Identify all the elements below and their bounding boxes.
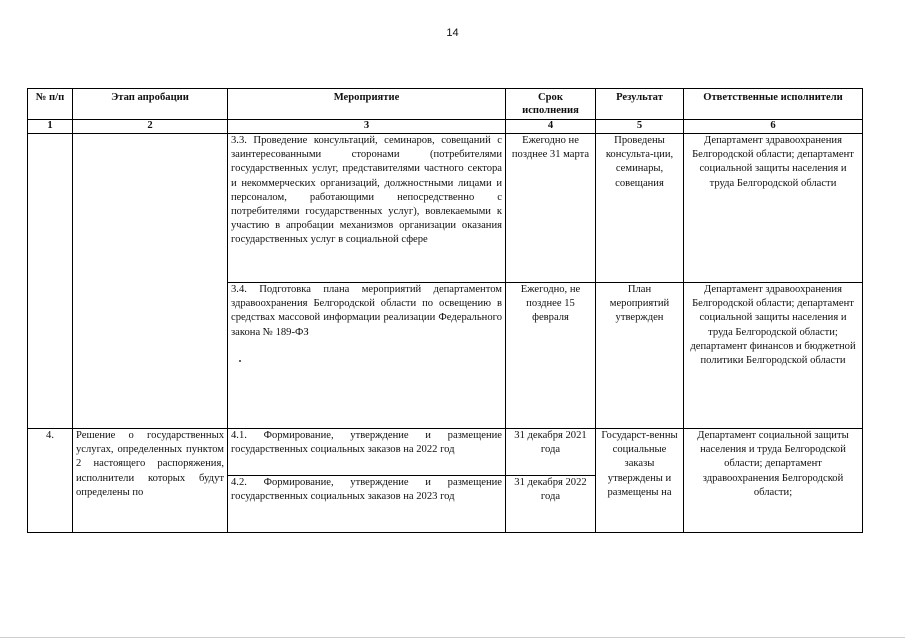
activity-plan-table [27, 88, 863, 533]
header-responsible: Ответственные исполнители [684, 89, 863, 120]
column-number: 3 [228, 120, 506, 134]
column-number: 5 [596, 120, 684, 134]
page-number: 14 [446, 27, 459, 39]
responsible-cell: Департамент здравоохранения Белгородской области; департамент социальной защиты населения и труда Белгородской области [684, 134, 863, 283]
row-number-cell: 4. [28, 429, 73, 533]
stage-cell: Решение о государственных услугах, определенных пунктом 2 настоящего распоряжения, исполнители которых будут определены по [73, 429, 228, 533]
deadline-cell: Ежегодно, не позднее 15 февраля [506, 283, 596, 429]
result-cell: Государст-венны социальные заказы утверждены и размещены на [596, 429, 684, 533]
responsible-cell: Департамент здравоохранения Белгородской области; департамент социальной защиты населения и труда Белгородской области; департамент финансов и бюджетной политики Белгородской области [684, 283, 863, 429]
header-stage: Этап апробации [73, 89, 228, 120]
header-activity: Мероприятие [228, 89, 506, 120]
result-cell: Проведены консульта-ции, семинары, совещания [596, 134, 684, 283]
deadline-cell: 31 декабря 2021 года [506, 429, 596, 476]
result-cell: План мероприятий утвержден [596, 283, 684, 429]
row-number-cell [28, 134, 73, 429]
scan-speck [239, 360, 241, 362]
column-number-row [28, 120, 863, 134]
column-number: 6 [684, 120, 863, 134]
column-number: 1 [28, 120, 73, 134]
responsible-cell: Департамент социальной защиты населения и труда Белгородской области; департамент здравоохранения Белгородской области; [684, 429, 863, 533]
column-number: 2 [73, 120, 228, 134]
header-num: № п/п [28, 89, 73, 120]
deadline-cell: 31 декабря 2022 года [506, 476, 596, 533]
activity-text: 3.4. Подготовка плана мероприятий департаментом здравоохранения Белгородской области по освещению в средствах массовой информации реализации Федерального закона № 189-ФЗ [231, 284, 502, 338]
header-result: Результат [596, 89, 684, 120]
activity-cell: 4.2. Формирование, утверждение и размещение государственных социальных заказов на 2023 год [228, 476, 506, 533]
table-row [28, 429, 863, 476]
column-number: 4 [506, 120, 596, 134]
activity-cell: 3.3. Проведение консультаций, семинаров, совещаний с заинтересованными сторонами (потребителями государственных услуг, представителями частного сектора и некоммерческих организаций, должностными лицами и персоналом, работающими непосредственно с потребителями государственных услуг), вовлекаемыми к участию в апробации механизмов организации оказания государственных услуг в социальной сфере [228, 134, 506, 283]
table-row [28, 134, 863, 283]
deadline-cell: Ежегодно не позднее 31 марта [506, 134, 596, 283]
page-bottom-edge [0, 637, 905, 638]
table-header-row [28, 89, 863, 120]
header-deadline: Срок исполнения [506, 89, 596, 120]
activity-cell: 4.1. Формирование, утверждение и размещение государственных социальных заказов на 2022 год [228, 429, 506, 476]
activity-cell [228, 283, 506, 429]
stage-cell [73, 134, 228, 429]
